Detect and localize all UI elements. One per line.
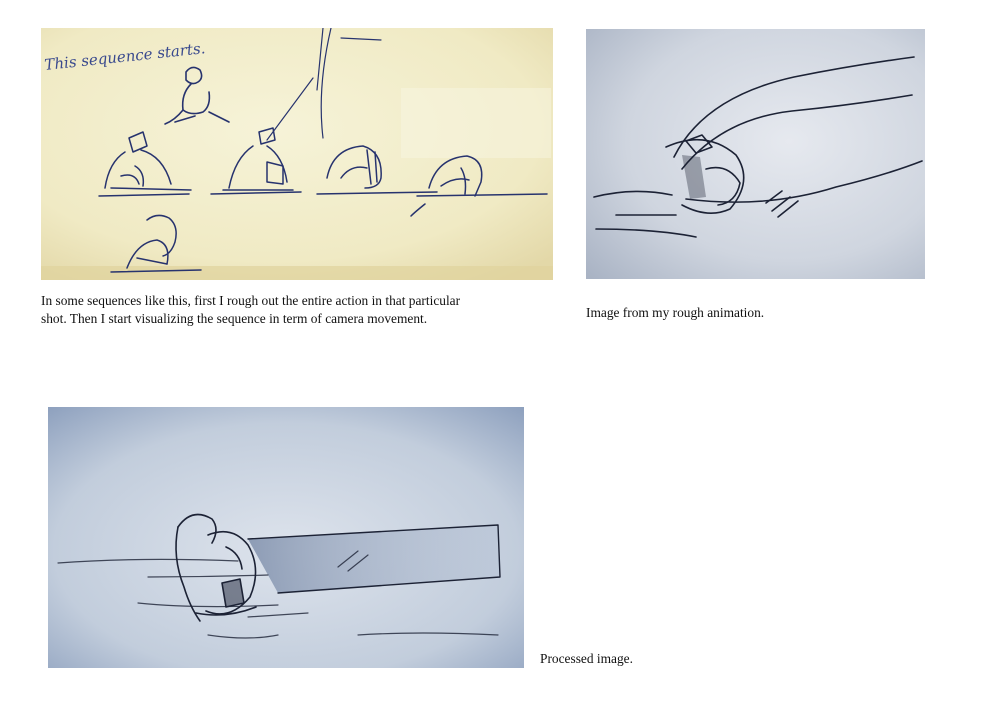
processed-image (48, 407, 524, 668)
rough-animation-image (586, 29, 925, 279)
rough-sketch-image (41, 28, 553, 280)
processed-image-caption: Processed image. (540, 651, 633, 666)
rough-animation-caption: Image from my rough animation. (586, 305, 765, 320)
rough-sketch-caption: In some sequences like this, first I rough out the entire action in that particular shot. Then I start visualizing the sequence in term of camera movement. (41, 293, 461, 326)
handwritten-note: This sequence starts. (43, 39, 207, 74)
